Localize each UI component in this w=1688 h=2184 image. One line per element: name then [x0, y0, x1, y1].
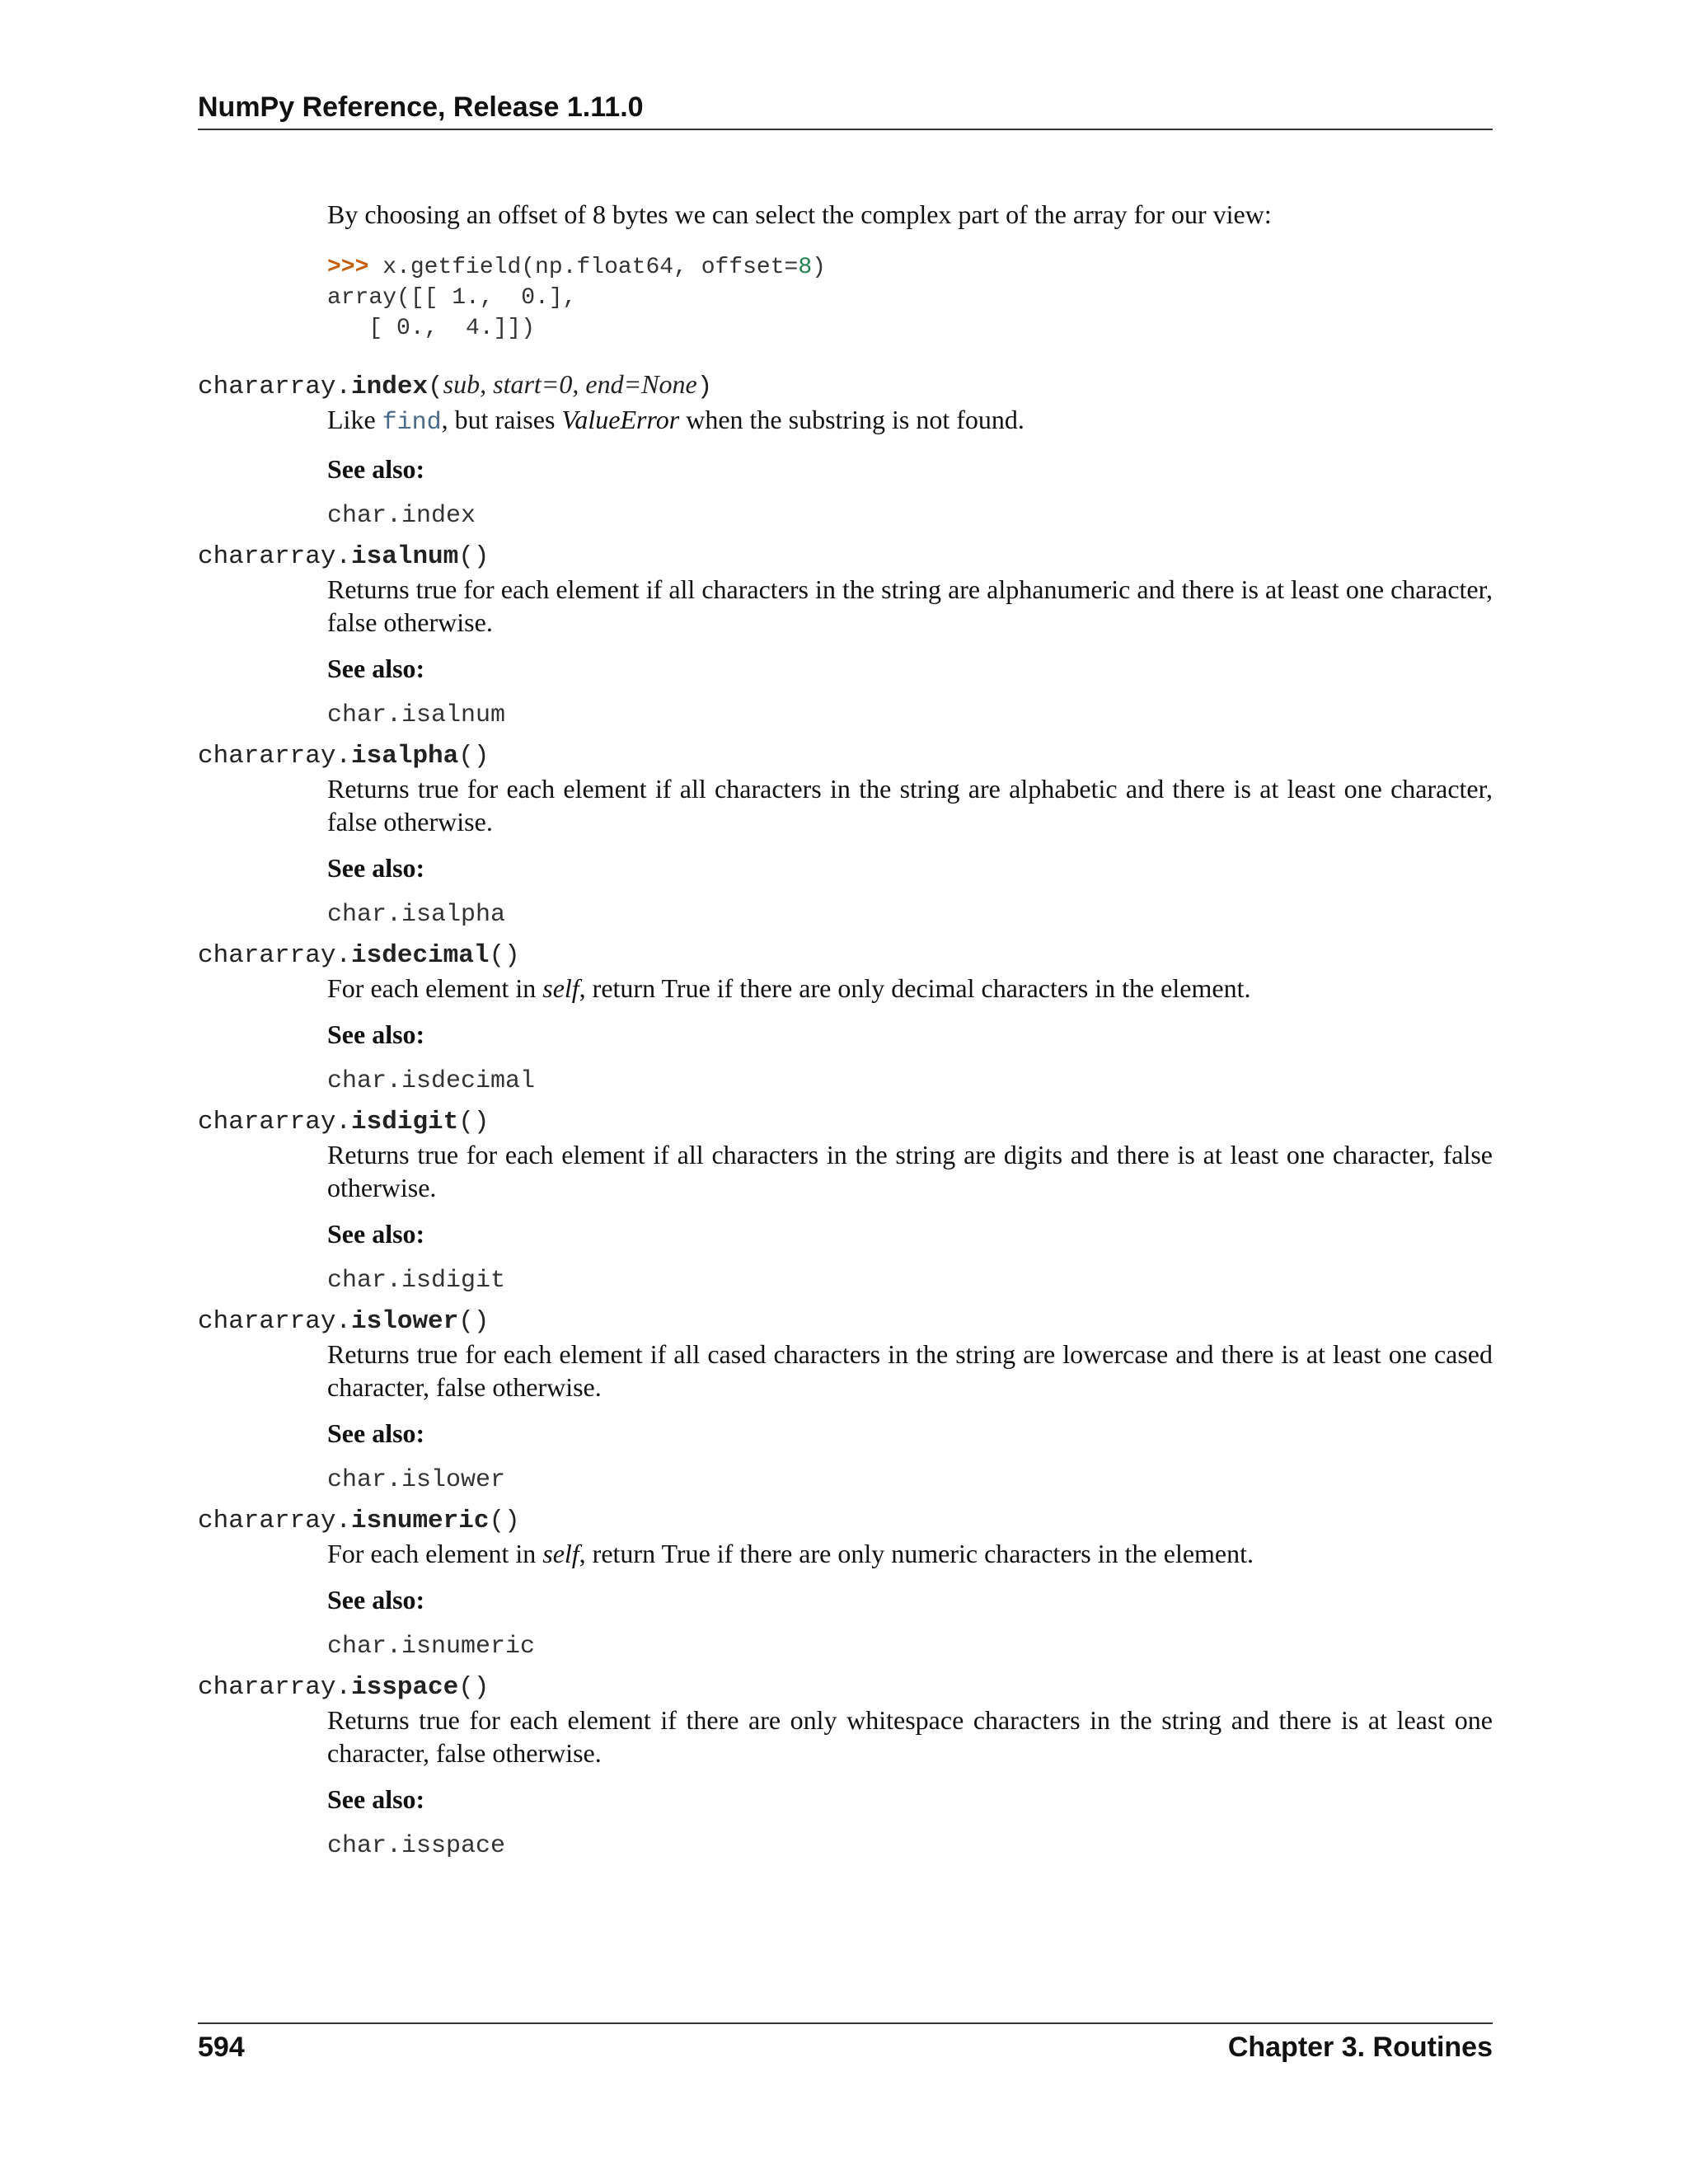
- signature-prefix: chararray.: [198, 742, 352, 771]
- signature-parens: (): [458, 1108, 490, 1137]
- see-also-reference[interactable]: char.index: [327, 502, 476, 530]
- see-also-heading: See also:: [327, 654, 425, 683]
- method-signature: [198, 1107, 1493, 1138]
- method-description: [327, 972, 1493, 1005]
- method-signature: [198, 1306, 1493, 1338]
- method-description: Returns true for each element if all characters in the string are alphanumeric and there is at least one character, false otherwise.: [327, 574, 1493, 637]
- see-also-heading: See also:: [327, 1418, 425, 1448]
- see-also-heading: See also:: [327, 1219, 425, 1249]
- desc-text: , but raises: [441, 405, 562, 434]
- method-description: Returns true for each element if there are only whitespace characters in the string and there is at least one character, false otherwise.: [327, 1705, 1493, 1768]
- code-line-3: [ 0., 4.]]): [327, 316, 536, 341]
- method-name: isalnum: [351, 542, 459, 571]
- page-footer: [198, 2022, 1493, 2064]
- method-name: isdecimal: [351, 941, 490, 970]
- desc-text: when the substring is not found.: [679, 405, 1025, 434]
- method-name: isalpha: [351, 742, 459, 771]
- signature-parens: (): [489, 1507, 520, 1535]
- see-also-reference[interactable]: char.islower: [327, 1466, 506, 1494]
- signature-parens: (): [489, 941, 520, 970]
- see-also-heading: See also:: [327, 853, 425, 883]
- method-name: isdigit: [351, 1108, 459, 1137]
- signature-prefix: chararray.: [198, 941, 352, 970]
- see-also-heading: See also:: [327, 1019, 425, 1049]
- chapter-title: Chapter 3. Routines: [1227, 2032, 1493, 2063]
- method-isspace: [198, 1672, 1493, 1862]
- method-signature: [198, 940, 1493, 972]
- signature-prefix: chararray.: [198, 1507, 352, 1535]
- code-line-1b: ): [812, 255, 826, 280]
- see-also-heading: See also:: [327, 1784, 425, 1814]
- method-description: [327, 403, 1493, 439]
- see-also-reference[interactable]: char.isspace: [327, 1832, 506, 1860]
- method-isdecimal: [198, 940, 1493, 1097]
- method-description: Returns true for each element if all characters in the string are digits and there is at least one character, false otherwise.: [327, 1140, 1493, 1202]
- method-description: Returns true for each element if all characters in the string are alphabetic and there is at least one character, false otherwise.: [327, 774, 1493, 837]
- see-also-heading: See also:: [327, 454, 425, 484]
- code-prompt: >>>: [327, 255, 369, 280]
- method-signature: [198, 1672, 1493, 1704]
- code-line-2: array([[ 1., 0.],: [327, 285, 577, 311]
- signature-prefix: chararray.: [198, 1307, 352, 1336]
- method-description: Returns true for each element if all cased characters in the string are lowercase and there is at least one cased character, false otherwise.: [327, 1339, 1493, 1402]
- desc-text: For each element in: [327, 973, 543, 1003]
- desc-text: For each element in: [327, 1539, 543, 1568]
- method-signature: [198, 1506, 1493, 1537]
- desc-emphasis: self: [542, 973, 579, 1003]
- see-also-reference[interactable]: char.isdecimal: [327, 1067, 536, 1095]
- main-content: [198, 198, 1493, 1872]
- page-number: 594: [198, 2032, 245, 2063]
- see-also-reference[interactable]: char.isnumeric: [327, 1633, 536, 1661]
- method-signature: [198, 541, 1493, 573]
- method-index: [198, 368, 1493, 532]
- code-line-1a: x.getfield(np.float64, offset=: [368, 255, 799, 280]
- method-name: isnumeric: [351, 1507, 490, 1535]
- method-isdigit: [198, 1107, 1493, 1296]
- method-islower: [198, 1306, 1493, 1496]
- signature-prefix: chararray.: [198, 1673, 352, 1702]
- desc-text: Like: [327, 405, 382, 434]
- signature-paren-open: (: [428, 373, 443, 401]
- signature-prefix: chararray.: [198, 373, 352, 401]
- method-signature: [198, 741, 1493, 772]
- desc-text: , return True if there are only decimal characters in the element.: [579, 973, 1251, 1003]
- desc-emphasis: self: [542, 1539, 579, 1568]
- signature-parens: (): [458, 742, 490, 771]
- find-link[interactable]: find: [382, 409, 442, 437]
- signature-params: sub, start=0, end=None: [443, 369, 697, 399]
- method-name: islower: [351, 1307, 459, 1336]
- desc-emphasis: ValueError: [561, 405, 680, 434]
- see-also-reference[interactable]: char.isdigit: [327, 1267, 506, 1295]
- code-line-1-number: 8: [798, 255, 813, 280]
- signature-prefix: chararray.: [198, 1108, 352, 1137]
- signature-parens: (): [458, 1673, 490, 1702]
- method-isalpha: [198, 741, 1493, 930]
- signature-parens: (): [458, 1307, 490, 1336]
- see-also-reference[interactable]: char.isalnum: [327, 701, 506, 729]
- signature-prefix: chararray.: [198, 542, 352, 571]
- intro-paragraph: By choosing an offset of 8 bytes we can select the complex part of the array for our view:: [327, 199, 1272, 229]
- signature-parens: (): [458, 542, 490, 571]
- method-description: [327, 1537, 1493, 1570]
- method-signature: [198, 368, 1493, 403]
- code-example: [327, 252, 1493, 344]
- see-also-reference[interactable]: char.isalpha: [327, 901, 506, 929]
- header-title: NumPy Reference, Release 1.11.0: [198, 91, 644, 123]
- method-name: index: [351, 373, 429, 401]
- method-isnumeric: [198, 1506, 1493, 1662]
- see-also-heading: See also:: [327, 1585, 425, 1615]
- page-header: [198, 91, 1493, 130]
- method-isalnum: [198, 541, 1493, 731]
- desc-text: , return True if there are only numeric characters in the element.: [579, 1539, 1254, 1568]
- method-name: isspace: [351, 1673, 459, 1702]
- signature-paren-close: ): [696, 373, 713, 401]
